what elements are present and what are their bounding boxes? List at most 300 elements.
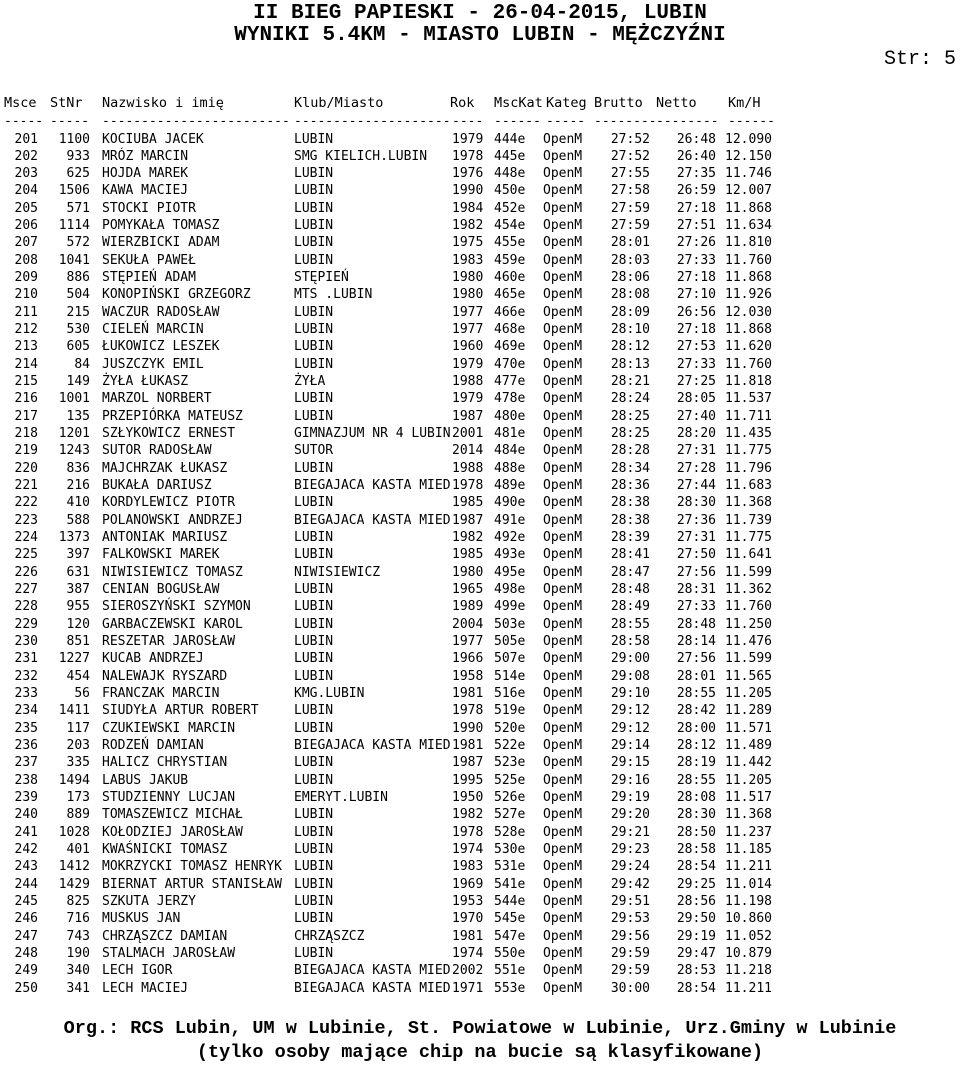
cell-category: OpenM — [543, 547, 583, 563]
cell-cat-place: 450e — [494, 183, 526, 199]
cell-gross-time: 29:10 — [610, 686, 650, 702]
column-header-category: Kateg — [546, 95, 587, 111]
cell-net-time: 27:53 — [676, 339, 716, 355]
cell-speed: 11.683 — [725, 478, 772, 494]
table-row — [0, 876, 960, 893]
cell-net-time: 27:28 — [676, 460, 716, 476]
separator-bib: ----- — [50, 114, 90, 129]
cell-place: 249 — [14, 963, 38, 979]
cell-bib: 203 — [66, 738, 90, 754]
cell-cat-place: 525e — [494, 772, 526, 788]
cell-place: 215 — [14, 374, 38, 390]
cell-name: LABUS JAKUB — [102, 772, 189, 788]
cell-place: 228 — [14, 599, 38, 615]
table-row — [0, 269, 960, 286]
cell-category: OpenM — [543, 166, 583, 182]
table-row — [0, 945, 960, 962]
cell-name: SUTOR RADOSŁAW — [102, 443, 212, 459]
cell-gross-time: 28:03 — [610, 252, 650, 268]
cell-cat-place: 550e — [494, 946, 526, 961]
cell-speed: 11.205 — [725, 686, 772, 702]
cell-bib: 173 — [66, 790, 90, 806]
cell-club: BIEGAJACA KASTA MIED — [294, 478, 451, 494]
cell-club: SUTOR — [294, 443, 334, 459]
cell-place: 216 — [14, 391, 38, 407]
cell-net-time: 28:20 — [676, 426, 716, 442]
cell-club: LUBIN — [294, 703, 334, 719]
table-row — [0, 442, 960, 459]
cell-name: SZKUTA JERZY — [102, 894, 196, 910]
table-row — [0, 754, 960, 771]
cell-place: 229 — [14, 616, 38, 632]
table-row — [0, 148, 960, 165]
cell-cat-place: 519e — [494, 703, 526, 719]
cell-club: EMERYT.LUBIN — [294, 790, 388, 806]
cell-place: 250 — [14, 980, 38, 996]
cell-gross-time: 28:25 — [610, 408, 650, 424]
cell-year: 1981 — [452, 738, 484, 754]
cell-name: MOKRZYCKI TOMASZ HENRYK — [102, 859, 283, 875]
cell-category: OpenM — [543, 408, 583, 424]
cell-net-time: 27:10 — [676, 287, 716, 303]
cell-cat-place: 452e — [494, 200, 526, 216]
table-row — [0, 356, 960, 373]
cell-name: KOŁODZIEJ JAROSŁAW — [102, 824, 243, 840]
cell-cat-place: 523e — [494, 755, 526, 771]
cell-gross-time: 28:25 — [610, 426, 650, 442]
cell-cat-place: 445e — [494, 148, 526, 164]
cell-gross-time: 29:20 — [610, 807, 650, 823]
cell-speed: 11.368 — [725, 807, 772, 823]
cell-name: LECH IGOR — [102, 963, 173, 979]
cell-cat-place: 490e — [494, 495, 526, 511]
cell-speed: 11.289 — [725, 703, 772, 719]
cell-gross-time: 29:14 — [610, 738, 650, 754]
cell-net-time: 27:56 — [676, 564, 716, 580]
table-row — [0, 408, 960, 425]
cell-bib: 1412 — [58, 859, 90, 875]
cell-speed: 11.362 — [725, 582, 772, 598]
cell-year: 1980 — [452, 564, 484, 580]
cell-bib: 454 — [66, 668, 90, 684]
cell-club: LUBIN — [294, 859, 334, 875]
results-title: II BIEG PAPIESKI - 26-04-2015, LUBIN — [253, 2, 707, 25]
cell-category: OpenM — [543, 946, 583, 961]
cell-place: 244 — [14, 876, 38, 892]
cell-net-time: 28:54 — [676, 859, 716, 875]
page-number: Str: 5 — [883, 48, 956, 71]
cell-category: OpenM — [543, 426, 583, 442]
cell-category: OpenM — [543, 842, 583, 858]
cell-name: SZŁYKOWICZ ERNEST — [102, 426, 236, 442]
cell-name: FRANCZAK MARCIN — [102, 686, 220, 702]
table-row — [0, 304, 960, 321]
cell-name: ANTONIAK MARIUSZ — [102, 530, 228, 546]
cell-speed: 11.476 — [725, 634, 772, 650]
results-subtitle: WYNIKI 5.4KM - MIASTO LUBIN - MĘŻCZYŹNI — [234, 24, 726, 47]
cell-place: 245 — [14, 894, 38, 910]
cell-place: 209 — [14, 270, 38, 286]
cell-bib: 1494 — [58, 772, 90, 788]
cell-year: 1981 — [452, 928, 484, 944]
cell-speed: 11.796 — [725, 460, 772, 476]
cell-club: LUBIN — [294, 408, 334, 424]
cell-year: 1985 — [452, 547, 484, 563]
cell-club: GIMNAZJUM NR 4 LUBIN — [294, 426, 451, 442]
cell-bib: 825 — [66, 894, 90, 910]
cell-category: OpenM — [543, 270, 583, 286]
cell-category: OpenM — [543, 668, 583, 684]
cell-category: OpenM — [543, 876, 583, 892]
cell-gross-time: 28:48 — [610, 582, 650, 598]
cell-name: STALMACH JAROSŁAW — [102, 946, 236, 961]
table-row — [0, 529, 960, 546]
cell-year: 1976 — [452, 166, 484, 182]
cell-speed: 11.775 — [725, 443, 772, 459]
cell-category: OpenM — [543, 530, 583, 546]
cell-net-time: 27:35 — [676, 166, 716, 182]
cell-bib: 716 — [66, 911, 90, 927]
table-row — [0, 824, 960, 841]
cell-speed: 11.818 — [725, 374, 772, 390]
cell-cat-place: 553e — [494, 980, 526, 996]
cell-name: POMYKAŁA TOMASZ — [102, 218, 220, 234]
cell-speed: 11.868 — [725, 322, 772, 338]
cell-name: CZUKIEWSKI MARCIN — [102, 720, 236, 736]
cell-gross-time: 29:24 — [610, 859, 650, 875]
cell-bib: 743 — [66, 928, 90, 944]
cell-net-time: 27:18 — [676, 270, 716, 286]
cell-bib: 1028 — [58, 824, 90, 840]
cell-speed: 11.760 — [725, 356, 772, 372]
cell-gross-time: 29:00 — [610, 651, 650, 667]
cell-category: OpenM — [543, 183, 583, 199]
cell-club: LUBIN — [294, 322, 334, 338]
table-row — [0, 772, 960, 789]
cell-category: OpenM — [543, 200, 583, 216]
cell-category: OpenM — [543, 807, 583, 823]
cell-place: 234 — [14, 703, 38, 719]
table-row — [0, 546, 960, 563]
organizers-footer: Org.: RCS Lubin, UM w Lubinie, St. Powiatowe w Lubinie, Urz.Gminy w Lubinie — [63, 1018, 897, 1039]
cell-net-time: 28:30 — [676, 807, 716, 823]
cell-speed: 12.007 — [725, 183, 772, 199]
cell-category: OpenM — [543, 824, 583, 840]
cell-club: ŻYŁA — [294, 374, 326, 390]
cell-bib: 572 — [66, 235, 90, 251]
cell-category: OpenM — [543, 374, 583, 390]
cell-cat-place: 455e — [494, 235, 526, 251]
cell-place: 225 — [14, 547, 38, 563]
cell-cat-place: 492e — [494, 530, 526, 546]
cell-name: KWAŚNICKI TOMASZ — [102, 842, 228, 858]
table-row — [0, 564, 960, 581]
cell-net-time: 28:53 — [676, 963, 716, 979]
cell-net-time: 26:59 — [676, 183, 716, 199]
cell-speed: 11.250 — [725, 616, 772, 632]
cell-speed: 11.760 — [725, 599, 772, 615]
cell-cat-place: 528e — [494, 824, 526, 840]
cell-category: OpenM — [543, 790, 583, 806]
cell-year: 1966 — [452, 651, 484, 667]
cell-speed: 11.599 — [725, 564, 772, 580]
cell-net-time: 27:31 — [676, 530, 716, 546]
cell-net-time: 28:31 — [676, 582, 716, 598]
cell-place: 227 — [14, 582, 38, 598]
cell-year: 1985 — [452, 495, 484, 511]
cell-category: OpenM — [543, 772, 583, 788]
table-row — [0, 460, 960, 477]
cell-name: MRÓZ MARCIN — [102, 148, 189, 164]
cell-year: 1982 — [452, 807, 484, 823]
cell-name: STUDZIENNY LUCJAN — [102, 790, 236, 806]
cell-club: LUBIN — [294, 911, 334, 927]
cell-bib: 1201 — [58, 426, 90, 442]
cell-name: NALEWAJK RYSZARD — [102, 668, 228, 684]
cell-cat-place: 531e — [494, 859, 526, 875]
cell-category: OpenM — [543, 218, 583, 234]
cell-place: 231 — [14, 651, 38, 667]
cell-cat-place: 484e — [494, 443, 526, 459]
separator-year: ---- — [452, 114, 484, 129]
cell-net-time: 29:25 — [676, 876, 716, 892]
table-row — [0, 390, 960, 407]
cell-club: LUBIN — [294, 131, 334, 147]
column-header-club: Klub/Miasto — [294, 95, 384, 111]
cell-bib: 341 — [66, 980, 90, 996]
cell-net-time: 28:00 — [676, 720, 716, 736]
cell-speed: 11.489 — [725, 738, 772, 754]
table-row — [0, 425, 960, 442]
table-row — [0, 286, 960, 303]
cell-name: KUCAB ANDRZEJ — [102, 651, 204, 667]
cell-place: 241 — [14, 824, 38, 840]
cell-year: 1988 — [452, 374, 484, 390]
cell-place: 217 — [14, 408, 38, 424]
cell-name: CENIAN BOGUSŁAW — [102, 582, 220, 598]
cell-club: LUBIN — [294, 391, 334, 407]
cell-place: 235 — [14, 720, 38, 736]
cell-bib: 340 — [66, 963, 90, 979]
cell-net-time: 28:19 — [676, 755, 716, 771]
cell-category: OpenM — [543, 391, 583, 407]
table-row — [0, 581, 960, 598]
cell-year: 1960 — [452, 339, 484, 355]
cell-club: STĘPIEŃ — [294, 270, 349, 286]
cell-speed: 11.218 — [725, 963, 772, 979]
cell-club: LUBIN — [294, 235, 334, 251]
cell-name: MUSKUS JAN — [102, 911, 181, 927]
cell-gross-time: 29:53 — [610, 911, 650, 927]
cell-year: 1990 — [452, 183, 484, 199]
cell-year: 1988 — [452, 460, 484, 476]
table-row — [0, 962, 960, 979]
cell-gross-time: 28:38 — [610, 512, 650, 528]
cell-category: OpenM — [543, 703, 583, 719]
cell-club: LUBIN — [294, 252, 334, 268]
cell-club: SMG KIELICH.LUBIN — [294, 148, 428, 164]
cell-speed: 11.052 — [725, 928, 772, 944]
table-row — [0, 789, 960, 806]
cell-gross-time: 27:59 — [610, 218, 650, 234]
cell-name: HALICZ CHRYSTIAN — [102, 755, 228, 771]
cell-place: 237 — [14, 755, 38, 771]
cell-name: MARZOL NORBERT — [102, 391, 212, 407]
cell-category: OpenM — [543, 894, 583, 910]
cell-club: LUBIN — [294, 772, 334, 788]
cell-category: OpenM — [543, 720, 583, 736]
cell-bib: 886 — [66, 270, 90, 286]
cell-place: 211 — [14, 304, 38, 320]
cell-bib: 631 — [66, 564, 90, 580]
cell-bib: 397 — [66, 547, 90, 563]
cell-net-time: 27:56 — [676, 651, 716, 667]
cell-category: OpenM — [543, 235, 583, 251]
cell-speed: 11.739 — [725, 512, 772, 528]
cell-place: 240 — [14, 807, 38, 823]
cell-club: LUBIN — [294, 356, 334, 372]
cell-name: BIERNAT ARTUR STANISŁAW — [102, 876, 283, 892]
cell-year: 1978 — [452, 703, 484, 719]
cell-category: OpenM — [543, 460, 583, 476]
table-row — [0, 737, 960, 754]
cell-bib: 216 — [66, 478, 90, 494]
cell-speed: 11.571 — [725, 720, 772, 736]
cell-place: 242 — [14, 842, 38, 858]
cell-net-time: 28:08 — [676, 790, 716, 806]
cell-category: OpenM — [543, 738, 583, 754]
cell-bib: 135 — [66, 408, 90, 424]
table-row — [0, 217, 960, 234]
separator-speed: ------ — [728, 114, 775, 129]
cell-club: LUBIN — [294, 183, 334, 199]
classification-note: (tylko osoby mające chip na bucie są klasyfikowane) — [196, 1042, 764, 1063]
cell-place: 204 — [14, 183, 38, 199]
cell-net-time: 29:47 — [676, 946, 716, 961]
cell-club: KMG.LUBIN — [294, 686, 365, 702]
cell-year: 1987 — [452, 512, 484, 528]
cell-year: 1982 — [452, 218, 484, 234]
cell-year: 1977 — [452, 322, 484, 338]
cell-gross-time: 28:21 — [610, 374, 650, 390]
cell-net-time: 28:48 — [676, 616, 716, 632]
cell-year: 1978 — [452, 824, 484, 840]
cell-year: 1950 — [452, 790, 484, 806]
cell-net-time: 27:50 — [676, 547, 716, 563]
cell-speed: 11.565 — [725, 668, 772, 684]
cell-net-time: 28:54 — [676, 980, 716, 996]
cell-gross-time: 28:08 — [610, 287, 650, 303]
cell-club: LUBIN — [294, 495, 334, 511]
cell-category: OpenM — [543, 322, 583, 338]
column-header-place: Msce — [4, 95, 37, 111]
cell-place: 206 — [14, 218, 38, 234]
table-header — [0, 95, 960, 112]
table-row — [0, 338, 960, 355]
cell-gross-time: 28:12 — [610, 339, 650, 355]
cell-speed: 11.014 — [725, 876, 772, 892]
cell-place: 207 — [14, 235, 38, 251]
cell-place: 221 — [14, 478, 38, 494]
table-row — [0, 512, 960, 529]
cell-cat-place: 470e — [494, 356, 526, 372]
cell-speed: 11.868 — [725, 200, 772, 216]
cell-speed: 12.030 — [725, 304, 772, 320]
cell-bib: 215 — [66, 304, 90, 320]
cell-category: OpenM — [543, 686, 583, 702]
cell-year: 1987 — [452, 408, 484, 424]
table-row — [0, 477, 960, 494]
cell-name: KORDYLEWICZ PIOTR — [102, 495, 236, 511]
cell-net-time: 28:56 — [676, 894, 716, 910]
cell-gross-time: 29:12 — [610, 703, 650, 719]
cell-club: LUBIN — [294, 946, 334, 961]
cell-bib: 1001 — [58, 391, 90, 407]
cell-cat-place: 469e — [494, 339, 526, 355]
cell-gross-time: 28:38 — [610, 495, 650, 511]
table-row — [0, 131, 960, 148]
cell-bib: 56 — [74, 686, 90, 702]
cell-bib: 504 — [66, 287, 90, 303]
cell-cat-place: 514e — [494, 668, 526, 684]
cell-cat-place: 454e — [494, 218, 526, 234]
cell-year: 1958 — [452, 668, 484, 684]
cell-bib: 1114 — [58, 218, 90, 234]
cell-place: 219 — [14, 443, 38, 459]
cell-gross-time: 28:41 — [610, 547, 650, 563]
cell-cat-place: 468e — [494, 322, 526, 338]
cell-year: 1989 — [452, 599, 484, 615]
cell-place: 210 — [14, 287, 38, 303]
cell-bib: 1100 — [58, 131, 90, 147]
cell-place: 220 — [14, 460, 38, 476]
cell-club: LUBIN — [294, 582, 334, 598]
cell-place: 236 — [14, 738, 38, 754]
cell-speed: 11.205 — [725, 772, 772, 788]
cell-cat-place: 530e — [494, 842, 526, 858]
cell-speed: 11.198 — [725, 894, 772, 910]
cell-cat-place: 507e — [494, 651, 526, 667]
cell-name: SIUDYŁA ARTUR ROBERT — [102, 703, 259, 719]
cell-category: OpenM — [543, 616, 583, 632]
cell-bib: 1243 — [58, 443, 90, 459]
cell-cat-place: 448e — [494, 166, 526, 182]
cell-year: 2001 — [452, 426, 484, 442]
cell-cat-place: 465e — [494, 287, 526, 303]
cell-category: OpenM — [543, 356, 583, 372]
cell-place: 239 — [14, 790, 38, 806]
cell-gross-time: 29:08 — [610, 668, 650, 684]
cell-name: POLANOWSKI ANDRZEJ — [102, 512, 243, 528]
cell-place: 201 — [14, 131, 38, 147]
cell-name: SIEROSZYŃSKI SZYMON — [102, 599, 251, 615]
table-row — [0, 616, 960, 633]
cell-name: TOMASZEWICZ MICHAŁ — [102, 807, 243, 823]
table-row — [0, 928, 960, 945]
cell-category: OpenM — [543, 582, 583, 598]
cell-name: MAJCHRZAK ŁUKASZ — [102, 460, 228, 476]
cell-club: LUBIN — [294, 547, 334, 563]
table-row — [0, 494, 960, 511]
cell-bib: 117 — [66, 720, 90, 736]
table-row — [0, 200, 960, 217]
cell-net-time: 27:33 — [676, 252, 716, 268]
cell-cat-place: 459e — [494, 252, 526, 268]
cell-club: LUBIN — [294, 599, 334, 615]
cell-net-time: 26:40 — [676, 148, 716, 164]
cell-cat-place: 551e — [494, 963, 526, 979]
cell-bib: 149 — [66, 374, 90, 390]
